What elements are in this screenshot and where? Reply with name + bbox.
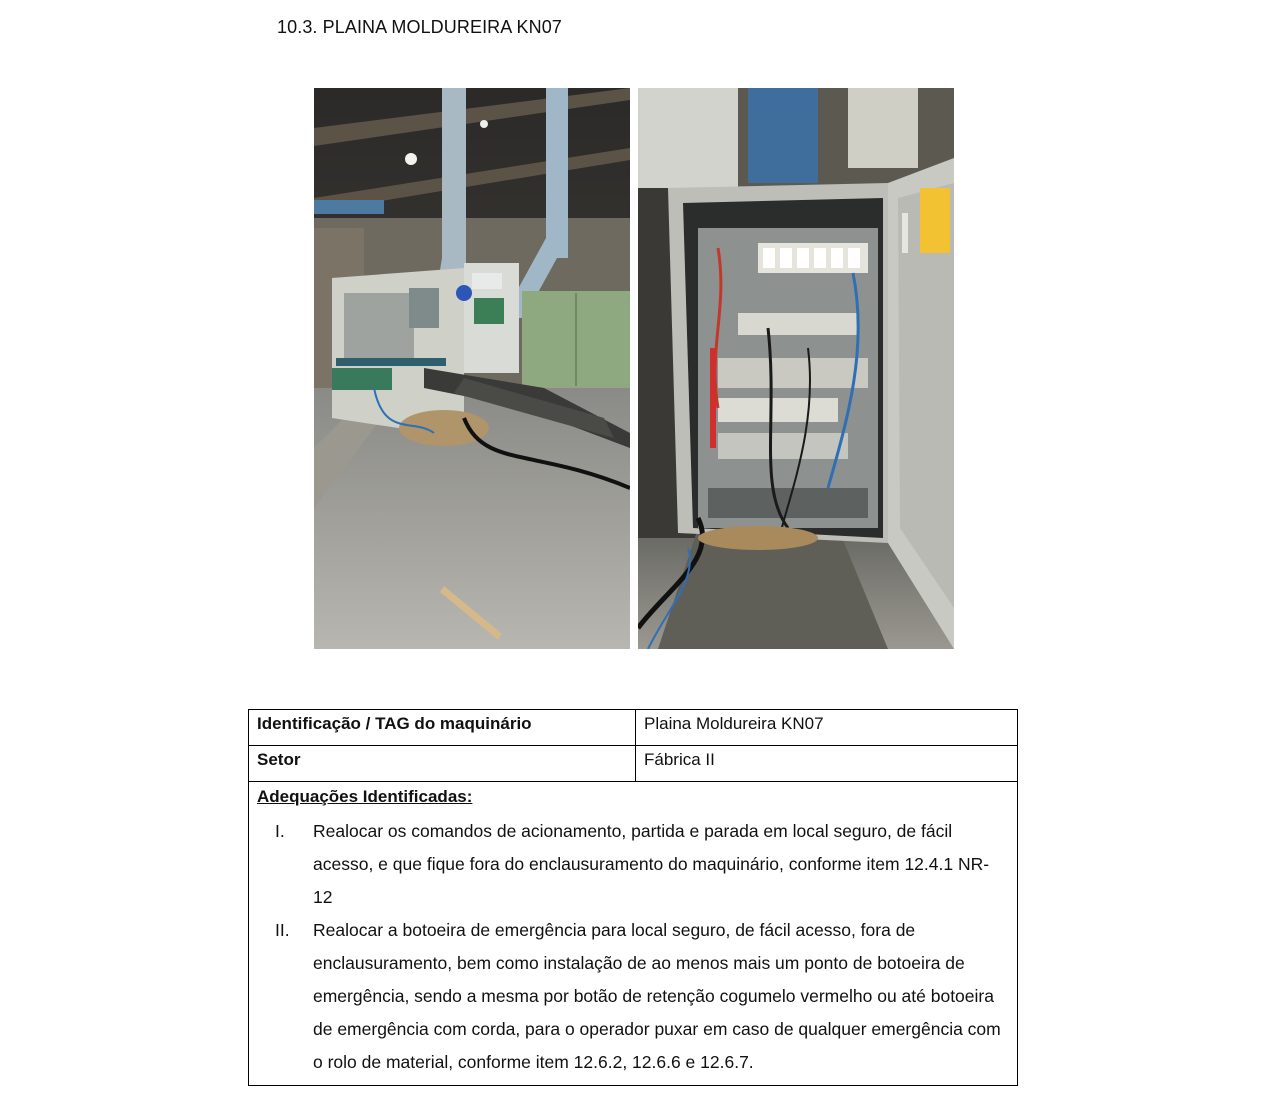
list-item-number: I. (275, 821, 285, 841)
adequacoes-list (257, 815, 1009, 1079)
list-item (257, 914, 1009, 1079)
identificacao-value: Plaina Moldureira KN07 (644, 714, 824, 733)
setor-label: Setor (249, 746, 636, 781)
list-item-number: II. (275, 920, 290, 940)
list-item-text: Realocar os comandos de acionamento, partida e parada em local seguro, de fácil acesso, e que fique fora do enclausuramento do maquinário, conforme item 12.4.1 NR-12 (313, 821, 990, 907)
adequacoes-section (249, 782, 1017, 1085)
adequacoes-title: Adequações Identificadas: (257, 787, 473, 806)
setor-value: Fábrica II (644, 750, 715, 769)
identificacao-label: Identificação / TAG do maquinário (249, 710, 636, 745)
electrical-panel-photo (638, 88, 954, 649)
table-row-setor (249, 746, 1017, 782)
section-title: 10.3. PLAINA MOLDUREIRA KN07 (277, 17, 562, 37)
list-item (257, 815, 1009, 914)
list-item-text: Realocar a botoeira de emergência para local seguro, de fácil acesso, fora de enclausuramento, bem como instalação de ao menos mais um ponto de botoeira de emergência, sendo a mesma por botão de retenção cogumelo vermelho ou até botoeira de emergência com corda, para o operador puxar em caso de qualquer emergência com o rolo de material, conforme item 12.6.2, 12.6.6 e 12.6.7. (313, 920, 1001, 1072)
machine-photo (314, 88, 630, 649)
machine-info-table (248, 709, 1018, 1086)
table-row-identificacao (249, 710, 1017, 746)
